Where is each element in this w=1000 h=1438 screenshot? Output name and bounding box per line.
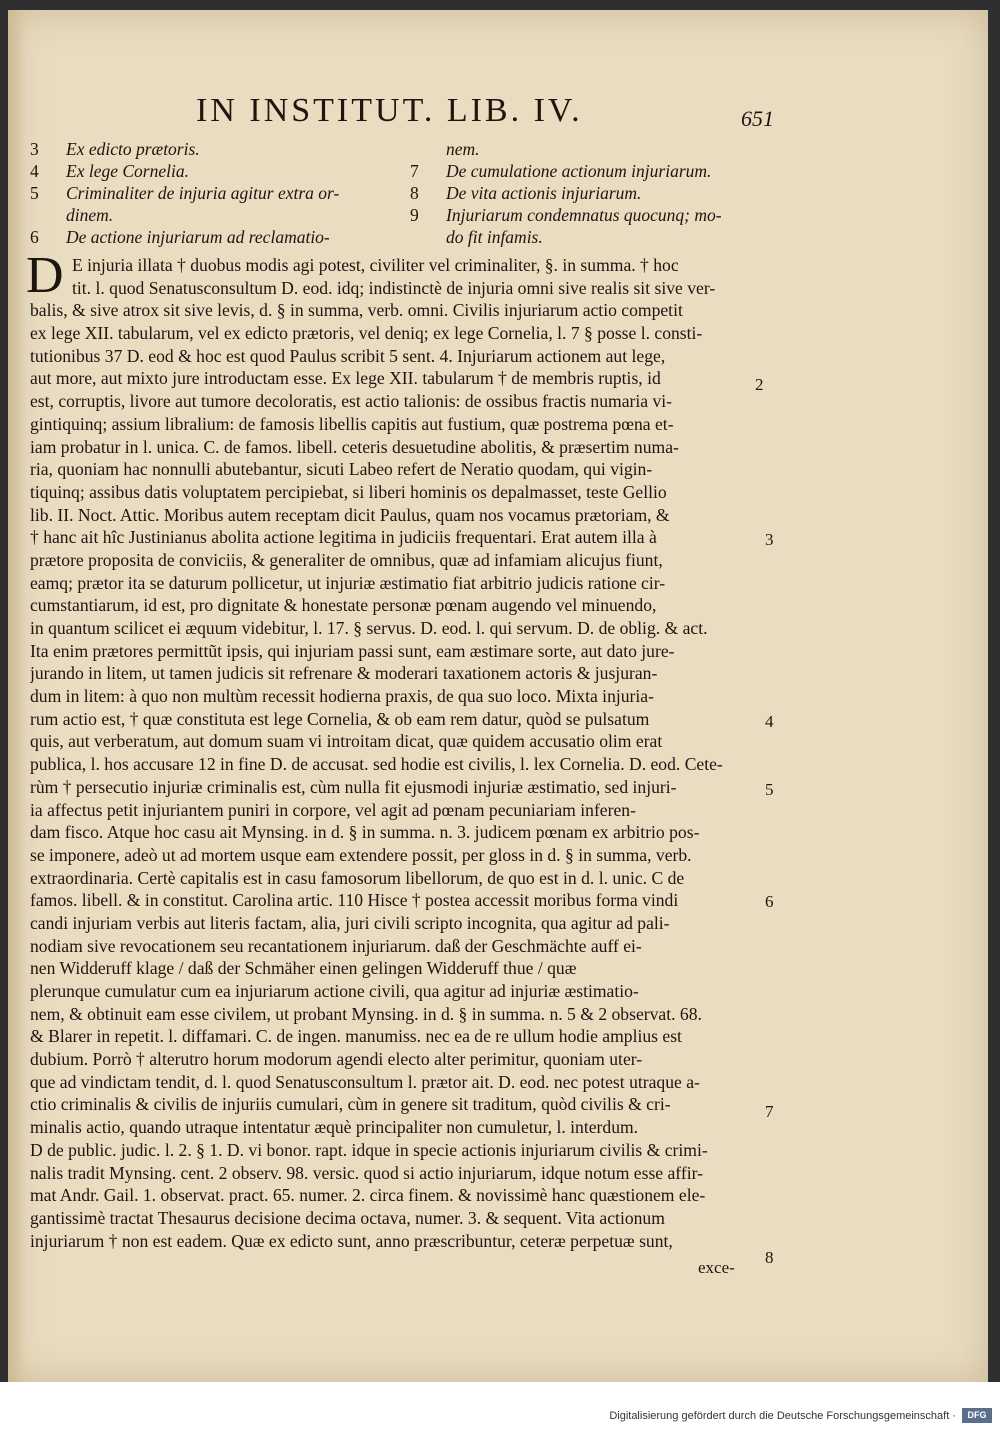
page-number: 651 xyxy=(741,106,774,131)
text-line: † hanc ait hîc Justinianus abolita actione legitima in judiciis frequentari. Erat autem illa à xyxy=(30,527,657,548)
summary-text: Ex edicto prætoris. xyxy=(66,139,200,159)
summary-item xyxy=(30,226,410,248)
text-line: mat Andr. Gail. 1. observat. pract. 65. numer. 2. circa finem. & novissimè hanc quæstionem ele- xyxy=(30,1185,706,1206)
summary-text: Ex lege Cornelia. xyxy=(66,161,189,181)
summary-item xyxy=(410,160,810,182)
text-line: balis, & sive atrox sit sive levis, d. § in summa, verb. omni. Civilis injuriarum actio competit xyxy=(30,300,683,321)
summary-text: nem. xyxy=(446,139,480,159)
margin-number: 2 xyxy=(755,375,764,394)
summary-item xyxy=(410,204,810,226)
margin-number: 5 xyxy=(765,780,774,799)
margin-number: 8 xyxy=(765,1248,774,1267)
text-line: gintiquinq; assium libralium: de famosis libellis capitis aut fustium, quæ postrema pœna et- xyxy=(30,413,674,434)
summary-text: do fit infamis. xyxy=(446,227,543,247)
text-line: candi injuriam verbis aut literis factam, alia, juri civili scripto incognita, qua agitur ad pali- xyxy=(30,912,670,933)
page-header xyxy=(8,92,988,142)
dfg-logo-icon: DFG xyxy=(962,1408,992,1423)
summary-column-left xyxy=(30,138,410,248)
text-line: iam probatur in l. unica. C. de famos. libell. ceteris desuetudine abolitis, & præsertim numa- xyxy=(30,436,679,457)
text-line: ex lege XII. tabularum, vel ex edicto prætoris, vel deniq; ex lege Cornelia, l. 7 § posse l. consti- xyxy=(30,323,703,344)
summary-item xyxy=(30,160,410,182)
summary-number: 7 xyxy=(410,161,419,181)
text-line: plerunque cumulatur cum ea injuriarum actione civili, qua agitur ad injuriæ æstimatio- xyxy=(30,981,639,1001)
text-line: in quantum scilicet ei æquum videbitur, l. 17. § servus. D. eod. l. qui servum. D. de oblig. & act. xyxy=(30,618,708,638)
summary-column-right xyxy=(410,138,810,248)
summary-number: 8 xyxy=(410,183,419,203)
text-line: E injuria illata † duobus modis agi potest, civiliter vel criminaliter, §. in summa. † hoc xyxy=(72,255,679,275)
summary-item xyxy=(30,182,410,204)
summary-text: Injuriarum condemnatus quocunq; mo- xyxy=(446,205,722,225)
text-line: & Blarer in repetit. l. diffamari. C. de ingen. manumiss. nec ea de re ullum hodie amplius est xyxy=(30,1026,682,1047)
text-line: D de public. judic. l. 2. § 1. D. vi bonor. rapt. idque in specie actionis injuriarum civilis & crimi- xyxy=(30,1139,708,1160)
text-line: cumstantiarum, id est, pro dignitate & honestate personæ pœnam augendo vel minuendo, xyxy=(30,595,657,616)
text-line: rum actio est, † quæ constituta est lege Cornelia, & ob eam rem datur, quòd se pulsatum xyxy=(30,708,650,729)
text-line: nem, & obtinuit eam esse civilem, ut probant Mynsing. in d. § in summa. n. 5 & 2 observat. 68. xyxy=(30,1003,702,1024)
text-line: publica, l. hos accusare 12 in fine D. de accusat. sed hodie est civilis, l. lex Cornelia. D. eod. Cete- xyxy=(30,754,723,775)
text-line: gantissimè tractat Thesaurus decisione decima octava, numer. 3. & sequent. Vita actionum xyxy=(30,1207,665,1228)
text-line: famos. libell. & in constitut. Carolina artic. 110 Hisce † postea accessit moribus forma vindi xyxy=(30,890,679,911)
summary-text: De vita actionis injuriarum. xyxy=(446,183,642,203)
summary-number: 5 xyxy=(30,183,39,203)
running-title: IN INSTITUT. LIB. IV. xyxy=(196,92,583,129)
summary-number: 4 xyxy=(30,161,39,181)
text-line: ia affectus petit injuriantem puniri in corpore, vel agit ad pœnam pecuniariam inferen- xyxy=(30,799,636,820)
summary-text: De actione injuriarum ad reclamatio- xyxy=(66,227,330,247)
book-page xyxy=(8,10,988,1382)
margin-number: 3 xyxy=(765,530,774,549)
text-line: aut more, aut mixto jure introductam esse. Ex lege XII. tabularum † de membris ruptis, id xyxy=(30,368,661,389)
margin-number: 4 xyxy=(765,712,774,731)
main-text xyxy=(26,247,770,1252)
summary-number: 9 xyxy=(410,205,419,225)
text-line: rùm † persecutio injuriæ criminalis est, cùm nulla fit ejusmodi injuriæ æstimatio, sed injuri- xyxy=(30,776,677,797)
summary-item xyxy=(410,182,810,204)
text-line: quis, aut verberatum, aut domum suam vi introitam dicat, quæ quidem accusatio olim erat xyxy=(30,731,663,752)
text-line: tit. l. quod Senatusconsultum D. eod. idq; indistinctè de injuria omni sive realis sit sive ver- xyxy=(72,277,716,298)
text-line: nodiam sive revocationem seu recantationem injuriarum. daß der Geschmächte auff ei- xyxy=(30,935,642,956)
summary-text: Criminaliter de injuria agitur extra or- xyxy=(66,183,340,203)
summary-text: dinem. xyxy=(66,205,114,225)
margin-number: 6 xyxy=(765,892,774,911)
margin-number: 7 xyxy=(765,1102,774,1121)
summary-item xyxy=(30,204,410,226)
text-line: est, corruptis, livore aut tumore decoloratis, est actio talionis: de ossibus fractis numaria vi- xyxy=(30,391,673,412)
summary-item xyxy=(30,138,410,160)
text-line: jurando in litem, ut tamen judicis sit refrenare & moderari taxationem actoris & jusjuran- xyxy=(30,663,658,684)
text-line: tiquinq; assibus datis voluptatem percipiebat, si liberi hominis os depalmasset, teste Gellio xyxy=(30,481,667,502)
summary-text: De cumulatione actionum injuriarum. xyxy=(446,161,712,181)
text-line: que ad vindictam tendit, d. l. quod Senatusconsultum l. prætor ait. D. eod. nec potest utraque a- xyxy=(30,1071,700,1092)
summary-item xyxy=(410,226,810,248)
digitization-footer xyxy=(0,1382,1000,1438)
text-line: eamq; prætor ita se daturum pollicetur, ut injuriæ æstimatio fiat arbitrio judicis ratione cir- xyxy=(30,572,666,593)
summary-number: 6 xyxy=(30,227,39,247)
text-line: ria, quoniam hac nonnulli abutebantur, sicuti Labeo refert de Neratio quodam, qui vigin- xyxy=(30,459,653,480)
text-line: extraordinaria. Certè capitalis est in casu famosorum libellorum, de quo est in d. l. unic. C de xyxy=(30,867,685,888)
text-line: dubium. Porrò † alterutro horum modorum agendi electo alter perimitur, quoniam uter- xyxy=(30,1049,643,1070)
text-line: prætore proposita de conviciis, & generaliter de omnibus, quæ ad infamiam alicujus fiunt, xyxy=(30,549,663,570)
text-line: tutionibus 37 D. eod & hoc est quod Paulus scribit 5 sent. 4. Injuriarum actionem aut lege, xyxy=(30,345,666,366)
drop-cap-initial: D xyxy=(26,247,64,304)
summary-item xyxy=(410,138,810,160)
text-line: se imponere, adeò ut ad mortem usque eam extendere possit, per gloss in d. § in summa, verb. xyxy=(30,844,692,865)
text-line: dam fisco. Atque hoc casu ait Mynsing. in d. § in summa. n. 3. judicem pœnam ex arbitrio pos- xyxy=(30,822,700,843)
text-line: injuriarum † non est eadem. Quæ ex edicto sunt, anno præscribuntur, ceteræ perpetuæ sunt, xyxy=(30,1230,673,1251)
catchword: exce- xyxy=(698,1258,735,1277)
text-line: dum in litem: à quo non multùm recessit hodierna praxis, de qua suo loco. Mixta injuria- xyxy=(30,686,654,707)
summary-number: 3 xyxy=(30,139,39,159)
text-line: lib. II. Noct. Attic. Moribus autem receptam dicit Paulus, quam nos vocamus prætoriam, & xyxy=(30,504,670,525)
text-line: ctio criminalis & civilis de injuriis cumulari, cùm in genere sit traditum, quòd civilis & cri- xyxy=(30,1094,671,1115)
text-line: minalis actio, quando utraque intentatur æquè principaliter non cumuletur, l. interdum. xyxy=(30,1117,639,1138)
text-line: nalis tradit Mynsing. cent. 2 observ. 98. versic. quod si actio injuriarum, idque notum esse affir- xyxy=(30,1162,703,1183)
text-line: nen Widderuff klage / daß der Schmäher einen gelingen Widderuff thue / quæ xyxy=(30,958,577,979)
text-line: Ita enim prætores permittũt ipsis, qui injuriam passi sunt, eam æstimare sorte, aut dato jure- xyxy=(30,640,675,661)
funding-notice: Digitalisierung gefördert durch die Deutsche Forschungsgemeinschaft · xyxy=(609,1410,956,1422)
